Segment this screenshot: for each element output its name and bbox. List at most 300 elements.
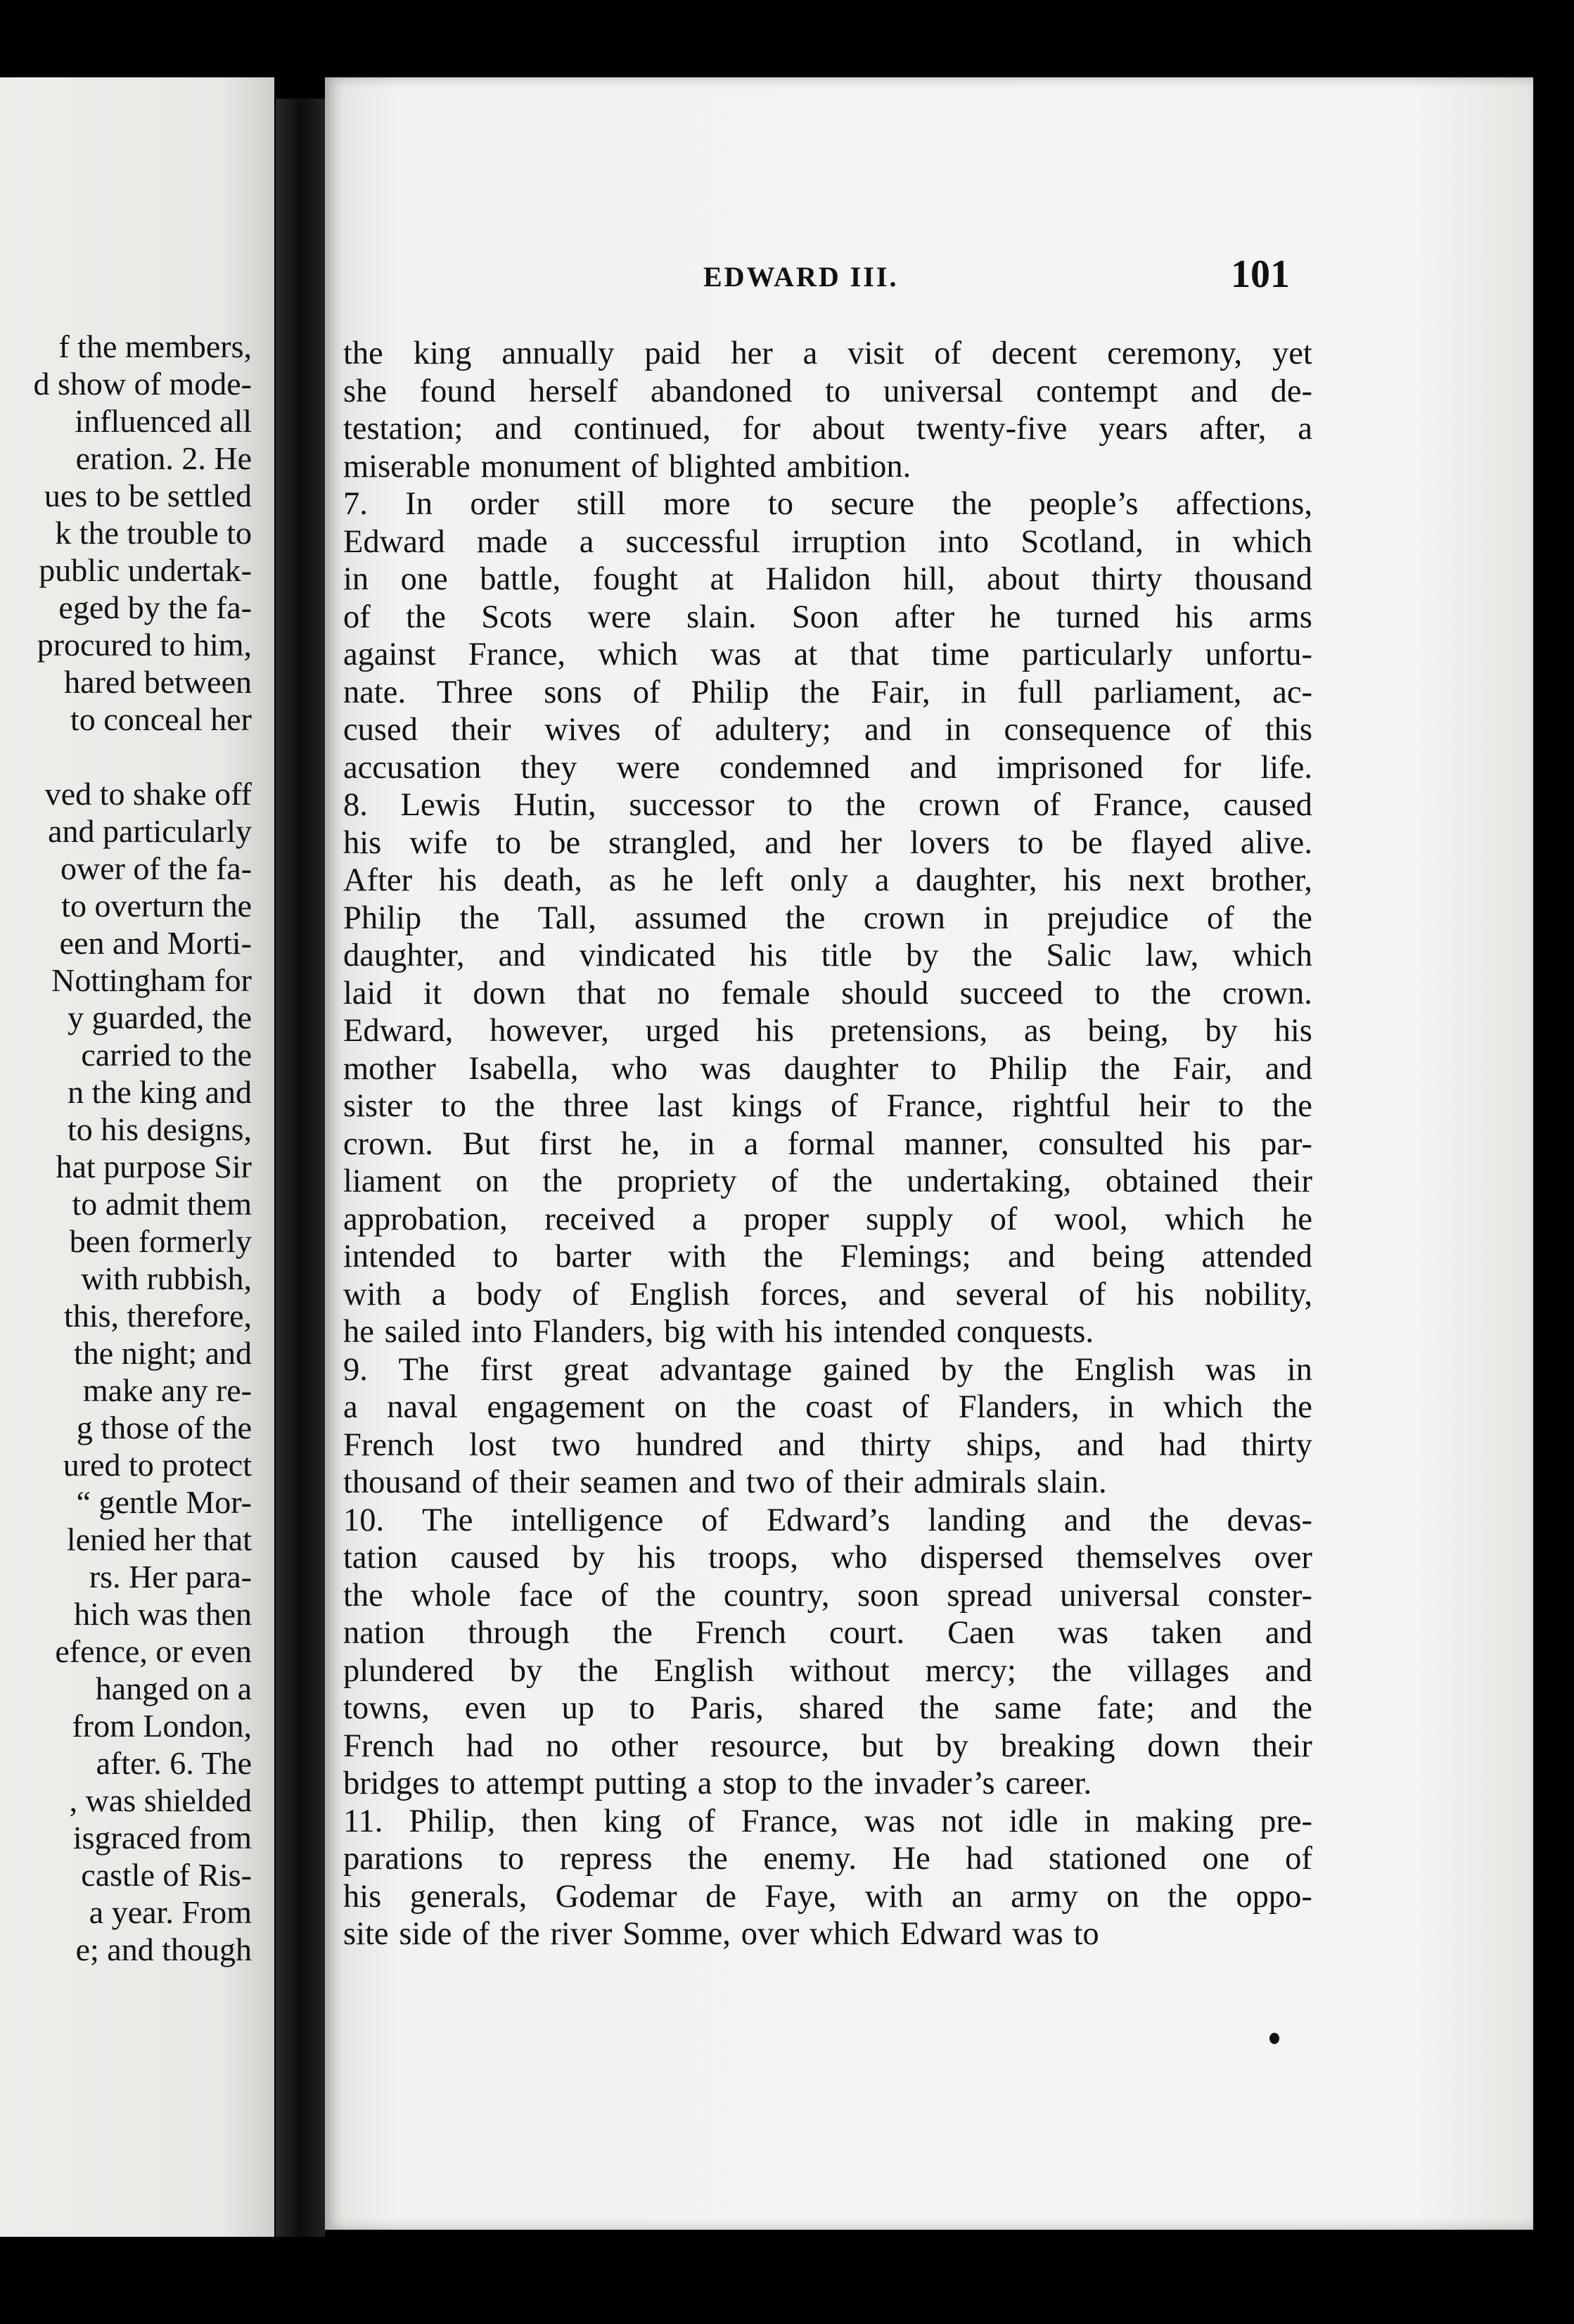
word: of (601, 1577, 629, 1614)
word: his (343, 824, 382, 861)
text-line (343, 1878, 1312, 1916)
word: parliament, (1093, 674, 1242, 710)
word: life. (1260, 749, 1312, 786)
word: the (1151, 975, 1191, 1011)
word: down (473, 975, 546, 1011)
word: last (657, 1088, 703, 1124)
text-line (343, 1087, 1312, 1125)
word: still (576, 486, 626, 522)
text-line (343, 824, 1312, 862)
word: the (1272, 1690, 1312, 1726)
text-line (343, 1539, 1312, 1577)
word: she (343, 373, 387, 409)
word: career. (1005, 1766, 1092, 1801)
word: after, (1199, 411, 1267, 447)
text-line (343, 786, 1312, 824)
word: French (695, 1615, 786, 1651)
word: plundered (343, 1652, 474, 1689)
left-page-line: make any re- (82, 1372, 252, 1408)
word: The (398, 1351, 449, 1388)
word: He (892, 1841, 930, 1877)
word: prejudice (1047, 900, 1169, 936)
word: de- (1270, 373, 1312, 409)
word: dispersed (920, 1540, 1044, 1576)
word: found (419, 373, 497, 409)
left-page-line: been formerly (69, 1223, 252, 1259)
word: death, (503, 862, 583, 898)
word: army (1011, 1878, 1078, 1915)
text-line (343, 335, 1312, 373)
word: of (1032, 787, 1061, 823)
word: yet (1272, 336, 1312, 371)
word: and (1190, 1690, 1238, 1726)
word: pretensions, (830, 1013, 988, 1049)
word: of (687, 1803, 715, 1839)
word: they (520, 749, 577, 786)
word: years (1099, 411, 1168, 447)
word: was (700, 1050, 751, 1087)
word: their (1252, 1728, 1312, 1764)
word: generals, (409, 1878, 527, 1915)
word: succeed (959, 975, 1063, 1011)
word: breaking (1000, 1728, 1115, 1764)
word: the (1272, 900, 1312, 936)
word: to (825, 373, 851, 409)
word: in (1108, 1389, 1134, 1425)
word: Fair, (1172, 1050, 1233, 1087)
word: 8. (343, 787, 368, 823)
word: propriety (617, 1163, 737, 1199)
left-page-text (0, 328, 252, 1968)
word: lost (469, 1426, 517, 1463)
word: one (400, 561, 448, 597)
word: irruption (791, 523, 907, 560)
word: king (603, 1803, 662, 1839)
word: the (343, 336, 383, 371)
word: over (1254, 1540, 1312, 1576)
word: parations (343, 1841, 463, 1877)
word: to (787, 787, 813, 823)
word: great (563, 1351, 629, 1388)
left-page-line: to admit them (72, 1186, 252, 1222)
word: intended (343, 1239, 456, 1275)
word: he (343, 1314, 374, 1350)
word: alive. (1240, 824, 1312, 861)
left-page-line: the night; and (74, 1335, 252, 1371)
word: wives (544, 712, 621, 748)
left-page-line: influenced all (75, 403, 252, 439)
left-page-line: een and Morti- (59, 925, 252, 961)
left-page-line: castle of Ris- (81, 1857, 252, 1893)
text-line (343, 1351, 1312, 1389)
word: barter (555, 1239, 632, 1275)
word: into (471, 1314, 523, 1350)
word: the (919, 1690, 959, 1726)
word: English (1075, 1351, 1175, 1388)
word: a (874, 862, 890, 898)
word: Soon (791, 599, 859, 635)
word: making (1135, 1803, 1234, 1839)
word: and (864, 712, 912, 748)
word: Scots (481, 599, 553, 635)
word: engagement (487, 1389, 646, 1425)
word: forces, (760, 1276, 848, 1313)
word: of (1285, 1841, 1312, 1877)
word: secure (831, 486, 915, 522)
text-line (343, 749, 1312, 787)
word: Caen (947, 1615, 1015, 1651)
word: fought (592, 561, 679, 597)
text-line (343, 1163, 1312, 1201)
word: his (784, 1314, 824, 1350)
word: after (894, 599, 955, 635)
word: into (938, 523, 990, 560)
word: Fair, (870, 674, 930, 710)
text-line (343, 1728, 1312, 1766)
word: which (1232, 523, 1312, 560)
word: hill, (902, 561, 955, 597)
word: particularly (1022, 637, 1173, 672)
word: paid (644, 336, 701, 371)
left-page-line: carried to the (81, 1037, 252, 1073)
word: blighted (669, 448, 776, 485)
left-page-line: this, therefore, (64, 1298, 252, 1334)
word: universal (883, 373, 1004, 409)
word: 9. (343, 1351, 368, 1388)
word: body (476, 1276, 542, 1313)
word: to (1218, 1088, 1244, 1124)
word: which (598, 637, 678, 672)
word: their (843, 1464, 904, 1500)
word: the (655, 1577, 696, 1614)
word: to (767, 486, 793, 522)
word: of (805, 1464, 833, 1500)
word: received (544, 1201, 655, 1237)
word: Godemar (555, 1878, 677, 1915)
word: the (832, 1163, 873, 1199)
word: which (1163, 1389, 1243, 1425)
word: their (451, 712, 511, 748)
word: which (1164, 1201, 1245, 1237)
word: French (343, 1426, 435, 1463)
text-line (343, 485, 1312, 523)
word: and (1190, 373, 1238, 409)
ink-spot (1269, 2033, 1279, 2044)
word: conster- (1208, 1577, 1312, 1614)
left-page-line: with rubbish, (81, 1260, 252, 1296)
text-line (343, 1426, 1312, 1464)
word: ac- (1272, 674, 1312, 710)
word: up (561, 1690, 594, 1726)
word: several (955, 1276, 1049, 1313)
word: Flanders, (532, 1314, 654, 1350)
word: to (1073, 1916, 1099, 1952)
word: he (663, 862, 694, 898)
text-line (343, 1502, 1312, 1540)
word: to (449, 1766, 475, 1801)
left-page-line: and particularly (48, 813, 252, 849)
word: rightful (1012, 1088, 1111, 1124)
word: the (542, 1163, 583, 1199)
word: the (494, 1088, 535, 1124)
word: the (406, 599, 446, 635)
word: his (1175, 599, 1214, 635)
word: Isabella, (468, 1050, 579, 1087)
text-line (343, 1915, 1312, 1953)
text-line (343, 1652, 1312, 1690)
word: arms (1248, 599, 1312, 635)
word: In (405, 486, 433, 522)
word: for (1183, 749, 1222, 786)
word: resource, (710, 1728, 830, 1764)
word: France, (741, 1803, 838, 1839)
word: were (616, 749, 680, 786)
word: were (587, 599, 651, 635)
word: of (654, 712, 682, 748)
word: one (1202, 1841, 1250, 1877)
word: three (563, 1088, 629, 1124)
text-line (343, 1276, 1312, 1314)
word: nation (343, 1615, 426, 1651)
left-page-line: to his designs, (68, 1111, 252, 1147)
word: had (966, 1841, 1013, 1877)
word: the (1272, 1389, 1312, 1425)
word: gained (822, 1351, 910, 1388)
word: shared (798, 1690, 885, 1726)
word: of (1207, 900, 1234, 936)
word: by (940, 1351, 973, 1388)
word: of (701, 1502, 729, 1538)
text-line (343, 1577, 1312, 1615)
word: Philip, (409, 1803, 496, 1839)
word: Edward (343, 523, 445, 560)
word: which (1232, 938, 1312, 973)
left-page-line: isgraced from (72, 1820, 252, 1856)
word: in (1084, 1803, 1110, 1839)
word: adultery; (715, 712, 831, 748)
left-page-line: to conceal her (70, 701, 252, 737)
word: twenty-five (916, 411, 1068, 447)
word: unfortu- (1205, 637, 1312, 672)
word: who (611, 1050, 668, 1087)
word: that (850, 637, 900, 672)
word: strangled, (608, 824, 737, 861)
word: visit (847, 336, 904, 371)
word: a (802, 336, 818, 371)
word: her (731, 336, 773, 371)
text-line (343, 1690, 1312, 1728)
word: themselves (1076, 1540, 1222, 1576)
left-page-line: g those of the (76, 1410, 252, 1445)
word: his (438, 862, 478, 898)
word: her (840, 824, 882, 861)
word: taken (1151, 1615, 1222, 1651)
word: at (710, 561, 734, 597)
word: assumed (634, 900, 748, 936)
word: invader’s (874, 1766, 995, 1801)
word: caused (1223, 787, 1312, 823)
word: and (1265, 1050, 1312, 1087)
left-page-line: d show of mode- (33, 366, 252, 402)
word: annually (501, 336, 615, 371)
left-page-line: k the trouble to (55, 515, 252, 551)
left-page-line: lenied her that (66, 1521, 252, 1557)
word: the (1100, 1050, 1140, 1087)
left-page-line: a year. From (89, 1894, 252, 1930)
left-page (0, 77, 274, 2237)
text-line (343, 373, 1312, 411)
word: universal (1060, 1577, 1180, 1614)
word: liament (343, 1163, 442, 1199)
word: and (878, 1276, 926, 1313)
word: naval (387, 1389, 458, 1425)
word: same (994, 1690, 1062, 1726)
word: in (961, 674, 987, 710)
word: was (1012, 1916, 1063, 1952)
word: of (771, 1163, 799, 1199)
left-page-line: eged by the fa- (58, 589, 252, 625)
left-page-line: procured to him, (37, 627, 252, 663)
word: the (343, 1577, 383, 1614)
word: Hutin, (513, 787, 596, 823)
word: to (1094, 975, 1120, 1011)
word: But (462, 1125, 510, 1162)
word: at (793, 637, 818, 672)
word: laid (343, 975, 392, 1011)
word: Faye, (764, 1878, 837, 1915)
word: tation (343, 1540, 418, 1576)
left-page-line: from London, (72, 1708, 252, 1744)
word: about (812, 411, 885, 447)
word: be (1071, 824, 1103, 861)
word: France, (886, 1088, 984, 1124)
word: of (462, 1916, 490, 1952)
word: of (902, 1389, 930, 1425)
word: the (800, 674, 840, 710)
word: Halidon (765, 561, 871, 597)
word: court. (828, 1615, 905, 1651)
word: with (343, 1276, 402, 1313)
word: Flemings; (840, 1239, 971, 1275)
word: in (1286, 1351, 1312, 1388)
word: his (1274, 1013, 1312, 1049)
left-page-line: hat purpose Sir (56, 1149, 252, 1185)
word: and (1265, 1652, 1312, 1689)
word: daughter, (343, 938, 465, 973)
word: not (941, 1803, 983, 1839)
word: cused (343, 712, 418, 748)
word: to (440, 1088, 466, 1124)
word: Somme, (622, 1916, 731, 1952)
word: was (1057, 1615, 1109, 1651)
word: but (862, 1728, 904, 1764)
text-line (343, 561, 1312, 599)
word: and (494, 411, 542, 447)
word: conquests. (956, 1314, 1094, 1350)
text-line (343, 1765, 1312, 1803)
word: English (629, 1276, 730, 1313)
word: and (778, 1426, 826, 1463)
word: Philip (989, 1050, 1068, 1087)
word: idle (1009, 1803, 1058, 1839)
word: had (466, 1728, 514, 1764)
word: daughter (783, 1050, 899, 1087)
word: however, (490, 1013, 609, 1049)
word: king (413, 336, 472, 371)
word: time (931, 637, 990, 672)
word: was (864, 1803, 916, 1839)
word: troops, (708, 1540, 798, 1576)
word: the (952, 486, 992, 522)
word: be (549, 824, 581, 861)
word: attended (1201, 1239, 1312, 1275)
word: in (689, 1125, 715, 1162)
word: Paris, (690, 1690, 764, 1726)
word: down (1147, 1728, 1220, 1764)
word: France, (1093, 787, 1191, 823)
word: the (763, 1239, 804, 1275)
word: in (983, 900, 1009, 936)
left-page-line: , was shielded (69, 1782, 252, 1818)
word: bridges (343, 1766, 440, 1801)
word: Philip (343, 900, 422, 936)
word: on (1106, 1878, 1139, 1915)
text-line (343, 1012, 1312, 1050)
word: the (499, 1916, 540, 1952)
word: Edward’s (766, 1502, 890, 1538)
word: the (612, 1615, 653, 1651)
word: After (343, 862, 413, 898)
word: side (399, 1916, 452, 1952)
word: slain. (1037, 1464, 1107, 1500)
word: against (343, 637, 436, 672)
word: turned (1056, 599, 1140, 635)
word: thirty (860, 1426, 931, 1463)
word: with (668, 1239, 727, 1275)
word: thirty (1091, 561, 1163, 597)
word: no (657, 975, 690, 1011)
paragraph-gap (0, 738, 252, 775)
word: Edward, (343, 1013, 454, 1049)
left-page-line: f the members, (58, 328, 252, 364)
word: should (841, 975, 929, 1011)
word: Scotland, (1020, 523, 1144, 560)
word: two (551, 1426, 601, 1463)
word: English (653, 1652, 754, 1689)
left-page-line: ues to be settled (44, 478, 252, 513)
word: it (423, 975, 442, 1011)
word: without (789, 1652, 890, 1689)
word: being (1092, 1239, 1165, 1275)
word: to (787, 1766, 813, 1801)
word: decent (991, 336, 1077, 371)
word: Edward (900, 1916, 1002, 1952)
word: a (579, 523, 594, 560)
word: hundred (635, 1426, 743, 1463)
word: his (1136, 1276, 1175, 1313)
word: being, (1087, 1013, 1169, 1049)
word: miserable (343, 448, 471, 485)
word: Salic (1046, 938, 1112, 973)
word: thirty (1241, 1426, 1312, 1463)
word: a (431, 1276, 447, 1313)
word: Flanders, (958, 1389, 1080, 1425)
word: by (906, 938, 939, 973)
body-text (343, 335, 1312, 1953)
word: only (790, 862, 849, 898)
word: heir (1139, 1088, 1190, 1124)
word: villages (1127, 1652, 1229, 1689)
